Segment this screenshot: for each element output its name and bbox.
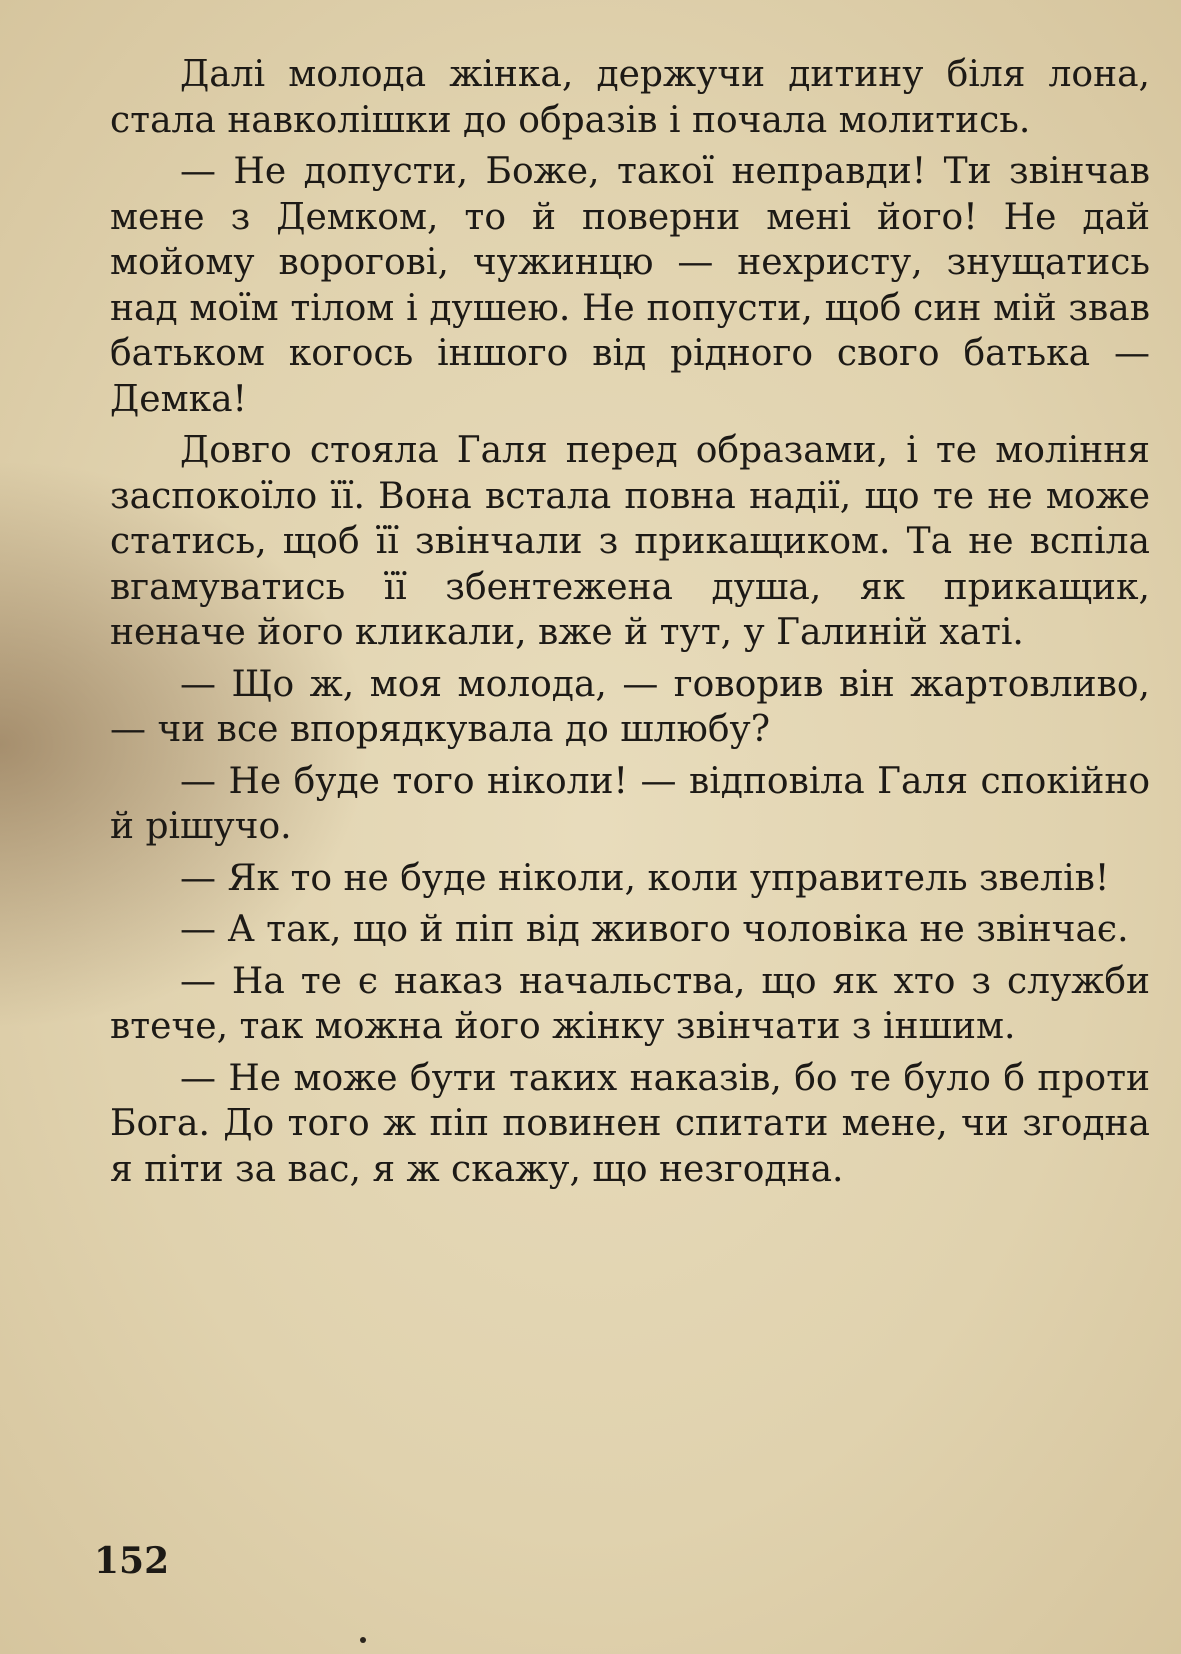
paragraph: — Що ж, моя молода, — говорив він жартовливо, — чи все впорядкувала до шлюбу? bbox=[110, 663, 1150, 750]
paragraph: — Не допусти, Боже, такої неправди! Ти звінчав мене з Демком, то й поверни мені його! Не дай мойому ворогові, чужинцю — нехристу, знущатись над моїм тілом і душею. Не попусти, щоб син мій звав батьком когось іншого від рідного свого батька — Демка! bbox=[110, 151, 1150, 420]
page-text bbox=[110, 52, 1150, 1198]
paragraph: — Не буде того ніколи! — відповіла Галя спокійно й рішучо. bbox=[110, 760, 1150, 847]
page-number: 152 bbox=[94, 1540, 170, 1582]
paragraph: Довго стояла Галя перед образами, і те моління заспокоїло її. Вона встала повна надії, що те не може статись, щоб її звінчали з прикащиком. Та не вспіла вгамуватись її збентежена душа, як прикащик, неначе його кликали, вже й тут, у Галиній хаті. bbox=[110, 430, 1150, 653]
paragraph: Далі молода жінка, держучи дитину біля лона, стала навколішки до образів і почала молитись. bbox=[110, 54, 1150, 141]
paragraph: — Як то не буде ніколи, коли управитель звелів! bbox=[180, 857, 1110, 899]
print-speck bbox=[360, 1637, 366, 1643]
paragraph: — На те є наказ начальства, що як хто з служби втече, так можна його жінку звінчати з іншим. bbox=[110, 960, 1150, 1047]
paragraph: — А так, що й піп від живого чоловіка не звінчає. bbox=[180, 909, 1129, 950]
paragraph: — Не може бути таких наказів, бо те було б проти Бога. До того ж піп повинен спитати мене, чи згодна я піти за вас, я ж скажу, що незгодна. bbox=[110, 1057, 1150, 1190]
